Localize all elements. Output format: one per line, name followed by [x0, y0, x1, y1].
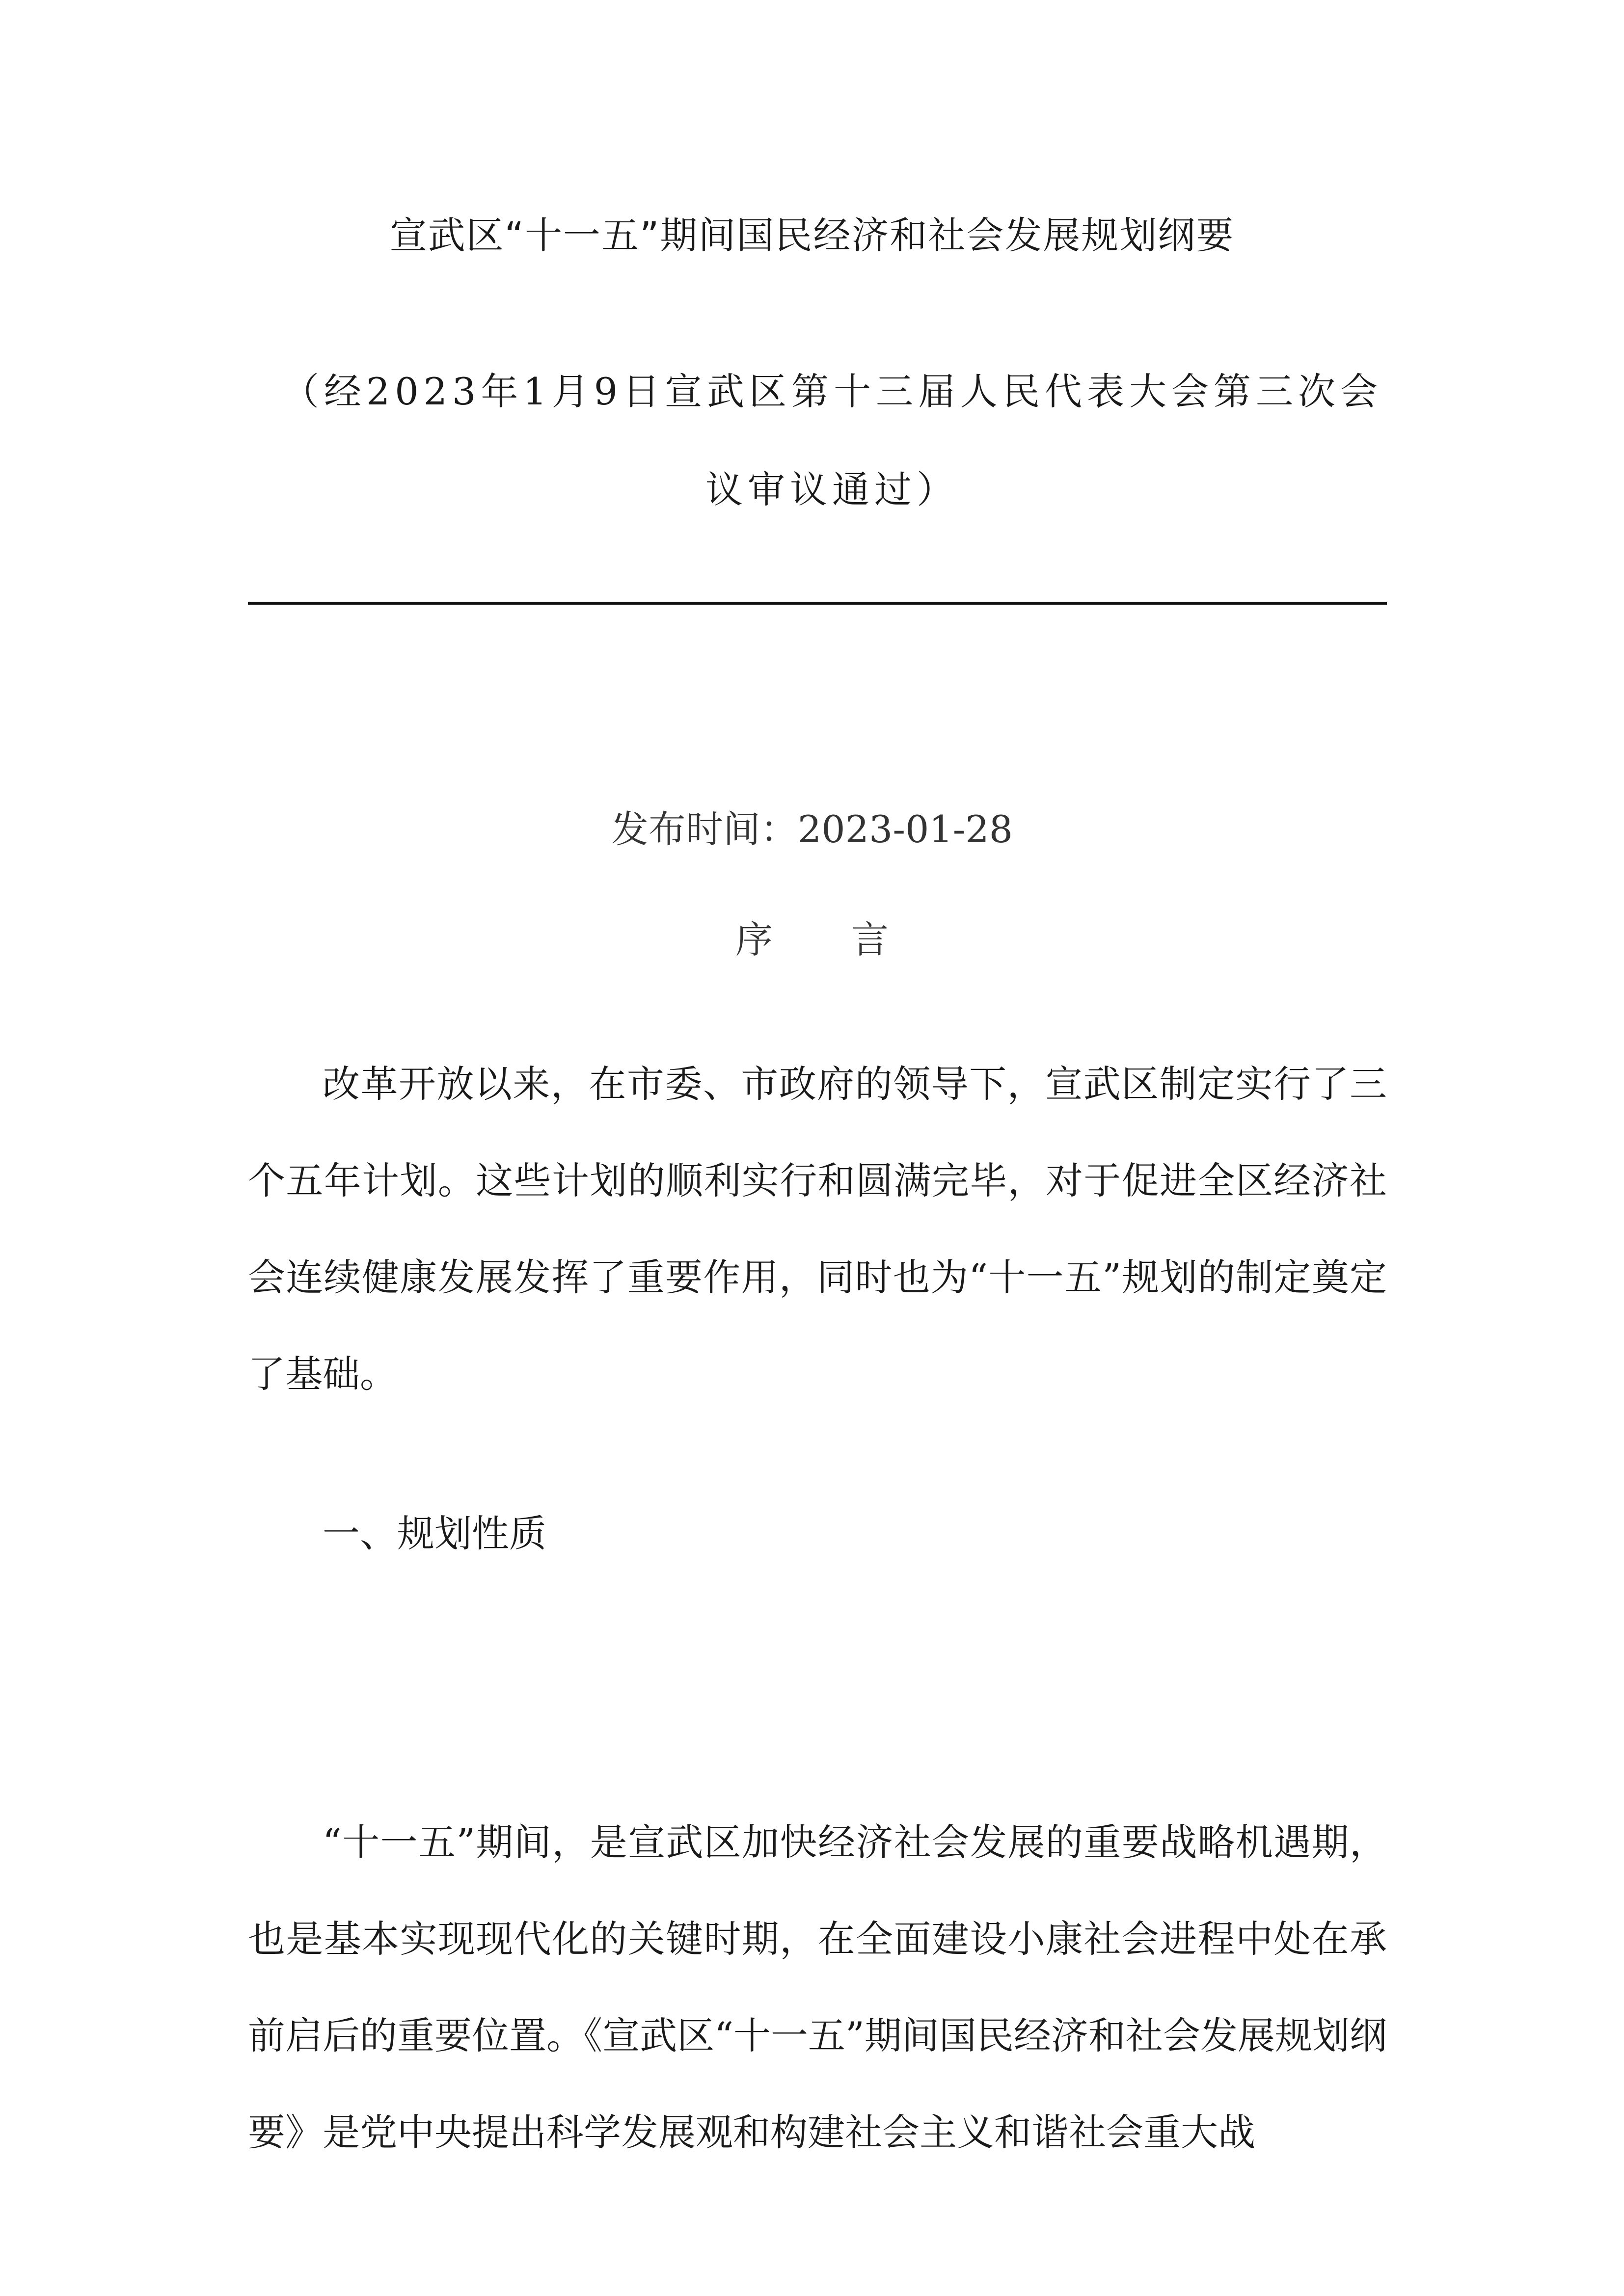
paragraph-planning-nature: “十一五”期间，是宣武区加快经济社会发展的重要战略机遇期，也是基本实现现代化的关键时期，在全面建设小康社会进程中处在承前启后的重要位置。《宣武区“十一五”期间国民经济和社会发展规划纲要》是党中央提出科学发展观和构建社会主义和谐社会重大战 — [248, 1820, 1387, 2154]
title-divider — [248, 602, 1387, 605]
preface-heading: 序言 — [735, 918, 967, 961]
section-heading-planning-nature: 一、规划性质 — [323, 1512, 546, 1555]
document-title: 宣武区“十一五”期间国民经济和社会发展规划纲要 — [389, 214, 1235, 257]
document-subtitle: （经2023年1月9日宣武区第十三届人民代表大会第三次会议审议通过） — [281, 370, 1383, 511]
paragraph-intro: 改革开放以来，在市委、市政府的领导下，宣武区制定实行了三个五年计划。这些计划的顺利实行和圆满完毕，对于促进全区经济社会连续健康发展发挥了重要作用，同时也为“十一五”规划的制定奠定了基础。 — [248, 1062, 1387, 1396]
publish-date: 发布时间：2023-01-28 — [611, 807, 1013, 851]
